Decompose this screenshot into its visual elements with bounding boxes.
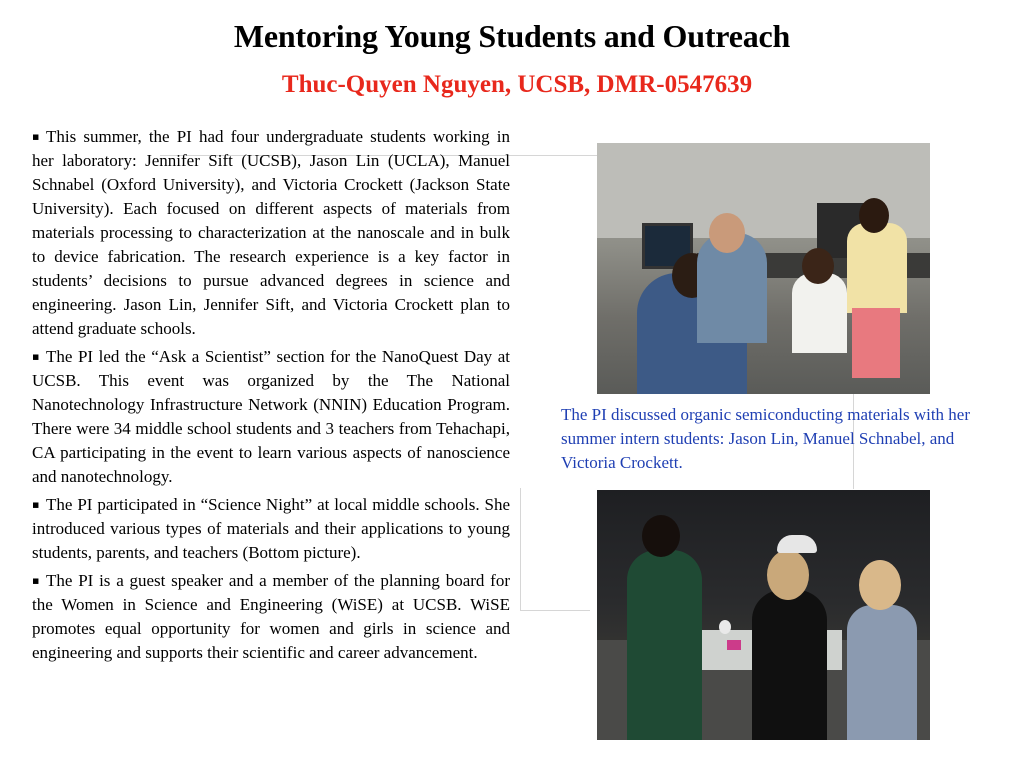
bullet-text: The PI is a guest speaker and a member of the planning board for the Women in Science and Engineering (WiSE) at UCSB. WiSE promotes equal opportunity for women and girls in science and engineering and supports their scientific and career advancement.: [32, 571, 510, 662]
bullet-marker: ▪: [32, 350, 40, 363]
page-subtitle: Thuc-Quyen Nguyen, UCSB, DMR-0547639: [281, 71, 753, 98]
page-title: Mentoring Young Students and Outreach: [233, 18, 791, 54]
lab-photo: [597, 143, 930, 394]
guide-line: [520, 488, 521, 611]
guide-line: [520, 610, 590, 611]
bullet-text: The PI led the “Ask a Scientist” section for the NanoQuest Day at UCSB. This event was organized by the The National Nanotechnology Infrastructure Network (NNIN) Education Program. There were 34 middle school students and 3 teachers from Tehachapi, CA participating in the event to learn various aspects of nanoscience and nanotechnology.: [32, 347, 510, 486]
bullet-marker: ▪: [32, 498, 40, 511]
bullet-text: This summer, the PI had four undergraduate students working in her laboratory: Jennifer Sift (UCSB), Jason Lin (UCLA), Manuel Schnabel (Oxford University), and Victoria Crockett (Jackson State University). Each focused on different aspects of materials from materials processing to characterization at the nanoscale and in bulk to device fabrication. The research experience is a key factor in students’ decisions to pursue advanced degrees in science and engineering. Jason Lin, Jennifer Sift, and Victoria Crockett plan to attend graduate schools.: [32, 127, 510, 338]
bullet-paragraph: [32, 125, 510, 341]
bullet-paragraph: [32, 569, 510, 665]
bullet-paragraph: [32, 345, 510, 489]
science-night-photo: [597, 490, 930, 740]
bullet-text: The PI participated in “Science Night” at local middle schools. She introduced various types of materials and their applications to young students, parents, and teachers (Bottom picture).: [32, 495, 510, 562]
bullet-marker: ▪: [32, 574, 40, 587]
bullet-paragraph: [32, 493, 510, 565]
photo-caption: The PI discussed organic semiconducting materials with her summer intern students: Jason Lin, Manuel Schnabel, and Victoria Crockett.: [561, 405, 971, 472]
body-text: [32, 125, 510, 669]
bullet-marker: ▪: [32, 130, 40, 143]
